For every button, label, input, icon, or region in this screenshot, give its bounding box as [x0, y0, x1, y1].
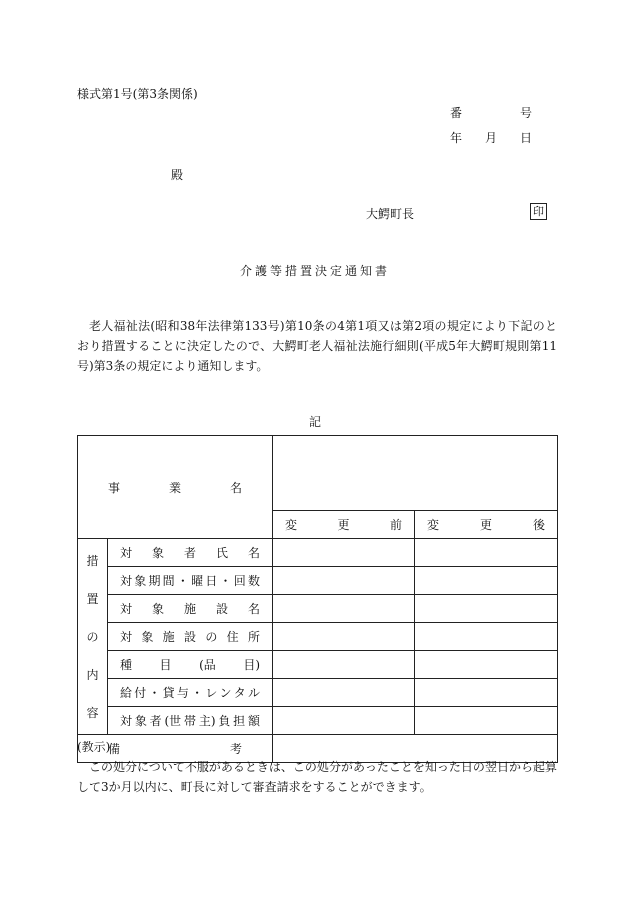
measure-item-char: 者 [149, 714, 162, 728]
measure-item-char: レ [205, 686, 218, 700]
measure-item-char: 回 [233, 574, 246, 588]
after-change-label [415, 516, 557, 533]
measure-item-label [108, 707, 273, 735]
measure-item-label [108, 595, 273, 623]
measure-item-char: 氏 [216, 546, 229, 560]
measure-item-char: 対 [120, 714, 133, 728]
before-change-label [273, 516, 414, 533]
measure-item-char: 負 [218, 714, 231, 728]
measure-item-label [108, 651, 273, 679]
measure-table [77, 435, 558, 763]
measure-item-label [108, 539, 273, 567]
measure-item-char: 所 [247, 630, 260, 644]
measure-item-char: 曜 [191, 574, 204, 588]
measure-row [78, 707, 558, 735]
business-name-value-cell [273, 436, 558, 511]
after-change-value [415, 595, 558, 623]
before-change-char: 更 [337, 518, 350, 532]
side-label-char: の [86, 630, 99, 644]
measure-item-char: 施 [184, 602, 197, 616]
measure-row [78, 651, 558, 679]
before-change-value [273, 539, 415, 567]
side-label-char: 容 [86, 706, 99, 720]
side-label-char: 措 [86, 554, 99, 568]
after-change-value [415, 707, 558, 735]
before-change-value [273, 595, 415, 623]
measure-item-char: 間 [162, 574, 175, 588]
measure-item-char: 付 [134, 686, 147, 700]
business-name-char: 業 [169, 480, 182, 495]
measure-item-char: ン [219, 686, 232, 700]
measure-item-char: 担 [233, 714, 246, 728]
before-change-char: 前 [389, 518, 402, 532]
measure-item-char: 種 [120, 658, 133, 672]
measure-item-char: ・ [219, 574, 232, 588]
measure-item-char: 象 [152, 602, 165, 616]
document-title: 介護等措置決定通知書 [239, 264, 390, 278]
measure-item-char: 象 [152, 546, 165, 560]
measure-item-char: (品 [199, 658, 216, 672]
business-name-char: 名 [230, 480, 243, 495]
measure-item-char: の [205, 630, 218, 644]
measure-row [78, 595, 558, 623]
before-change-value [273, 567, 415, 595]
ki-heading: 記 [308, 415, 321, 429]
measure-item-char: 名 [248, 546, 261, 560]
number-suffix: 号 [519, 106, 532, 120]
before-change-value [273, 651, 415, 679]
remarks-char: 考 [230, 742, 243, 756]
measure-item-label [108, 567, 273, 595]
measure-item-char: 設 [183, 630, 196, 644]
after-change-char: 後 [532, 518, 545, 532]
measure-item-char: 貸 [162, 686, 175, 700]
measure-item-label [108, 623, 273, 651]
side-label-char: 置 [86, 592, 99, 606]
measure-item-char: ・ [148, 686, 161, 700]
before-change-header [273, 511, 415, 539]
form-number: 様式第1号(第3条関係) [77, 87, 198, 101]
measure-item-char: 住 [226, 630, 239, 644]
seal-mark: 印 [530, 203, 547, 220]
day-label: 日 [519, 131, 532, 145]
after-change-value [415, 623, 558, 651]
number-label: 番 [450, 106, 463, 120]
after-change-char: 更 [480, 518, 493, 532]
measure-item-char: ・ [176, 574, 189, 588]
measure-row [78, 679, 558, 707]
measure-item-char: 給 [120, 686, 133, 700]
before-change-value [273, 707, 415, 735]
instruction-text: この処分について不服があるときは、この処分があったことを知った日の翌日から起算して3か月以内に、町長に対して審査請求をすることができます。 [77, 760, 557, 794]
measure-item-char: 数 [247, 574, 260, 588]
measure-item-char: 対 [120, 574, 133, 588]
year-label: 年 [450, 131, 463, 145]
after-change-value [415, 567, 558, 595]
measure-item-char: ル [247, 686, 260, 700]
before-change-value [273, 679, 415, 707]
measure-item-char: 目) [243, 658, 260, 672]
measure-item-char: 象 [134, 714, 147, 728]
measure-item-char: ・ [191, 686, 204, 700]
business-name-label-cell [78, 436, 273, 539]
measure-item-char: 設 [216, 602, 229, 616]
measure-item-char: 日 [205, 574, 218, 588]
measure-item-char: 目 [159, 658, 172, 672]
measure-item-char: タ [233, 686, 246, 700]
measure-item-char: 対 [120, 602, 133, 616]
measure-content-side-label [78, 539, 108, 735]
after-change-value [415, 679, 558, 707]
measure-item-char: 施 [162, 630, 175, 644]
measure-item-char: 象 [134, 574, 147, 588]
issuer-name: 大鰐町長 [366, 207, 415, 221]
measure-item-label [108, 679, 273, 707]
measure-item-char: 象 [141, 630, 154, 644]
after-change-header [415, 511, 558, 539]
measure-item-char: 期 [148, 574, 161, 588]
remarks-char: 備 [108, 742, 121, 756]
measure-row [78, 567, 558, 595]
after-change-char: 変 [427, 518, 440, 532]
month-label: 月 [484, 131, 497, 145]
instruction-label: (教示) [77, 740, 111, 754]
measure-item-char: 主) [198, 714, 216, 728]
after-change-value [415, 651, 558, 679]
business-name-label [78, 479, 272, 496]
date-line [450, 129, 532, 146]
business-name-char: 事 [108, 480, 121, 495]
document-number-line [450, 104, 532, 121]
body-paragraph: 老人福祉法(昭和38年法律第133号)第10条の4第1項又は第2項の規定により下記のとおり措置することに決定したので、大鰐町老人福祉法施行細則(平成5年大鰐町規則第11号)第3条の規定により通知します。 [77, 319, 557, 373]
measure-item-char: 与 [176, 686, 189, 700]
side-label-char: 内 [86, 668, 99, 682]
measure-item-char: 対 [120, 546, 133, 560]
after-change-value [415, 539, 558, 567]
measure-row [78, 623, 558, 651]
measure-item-char: 者 [184, 546, 197, 560]
measure-item-char: 帯 [183, 714, 196, 728]
measure-row [78, 539, 558, 567]
measure-item-char: 名 [248, 602, 261, 616]
measure-item-char: 対 [120, 630, 133, 644]
before-change-value [273, 623, 415, 651]
measure-item-char: (世 [164, 714, 182, 728]
measure-item-char: 額 [247, 714, 260, 728]
before-change-char: 変 [285, 518, 298, 532]
addressee-suffix: 殿 [171, 168, 184, 182]
